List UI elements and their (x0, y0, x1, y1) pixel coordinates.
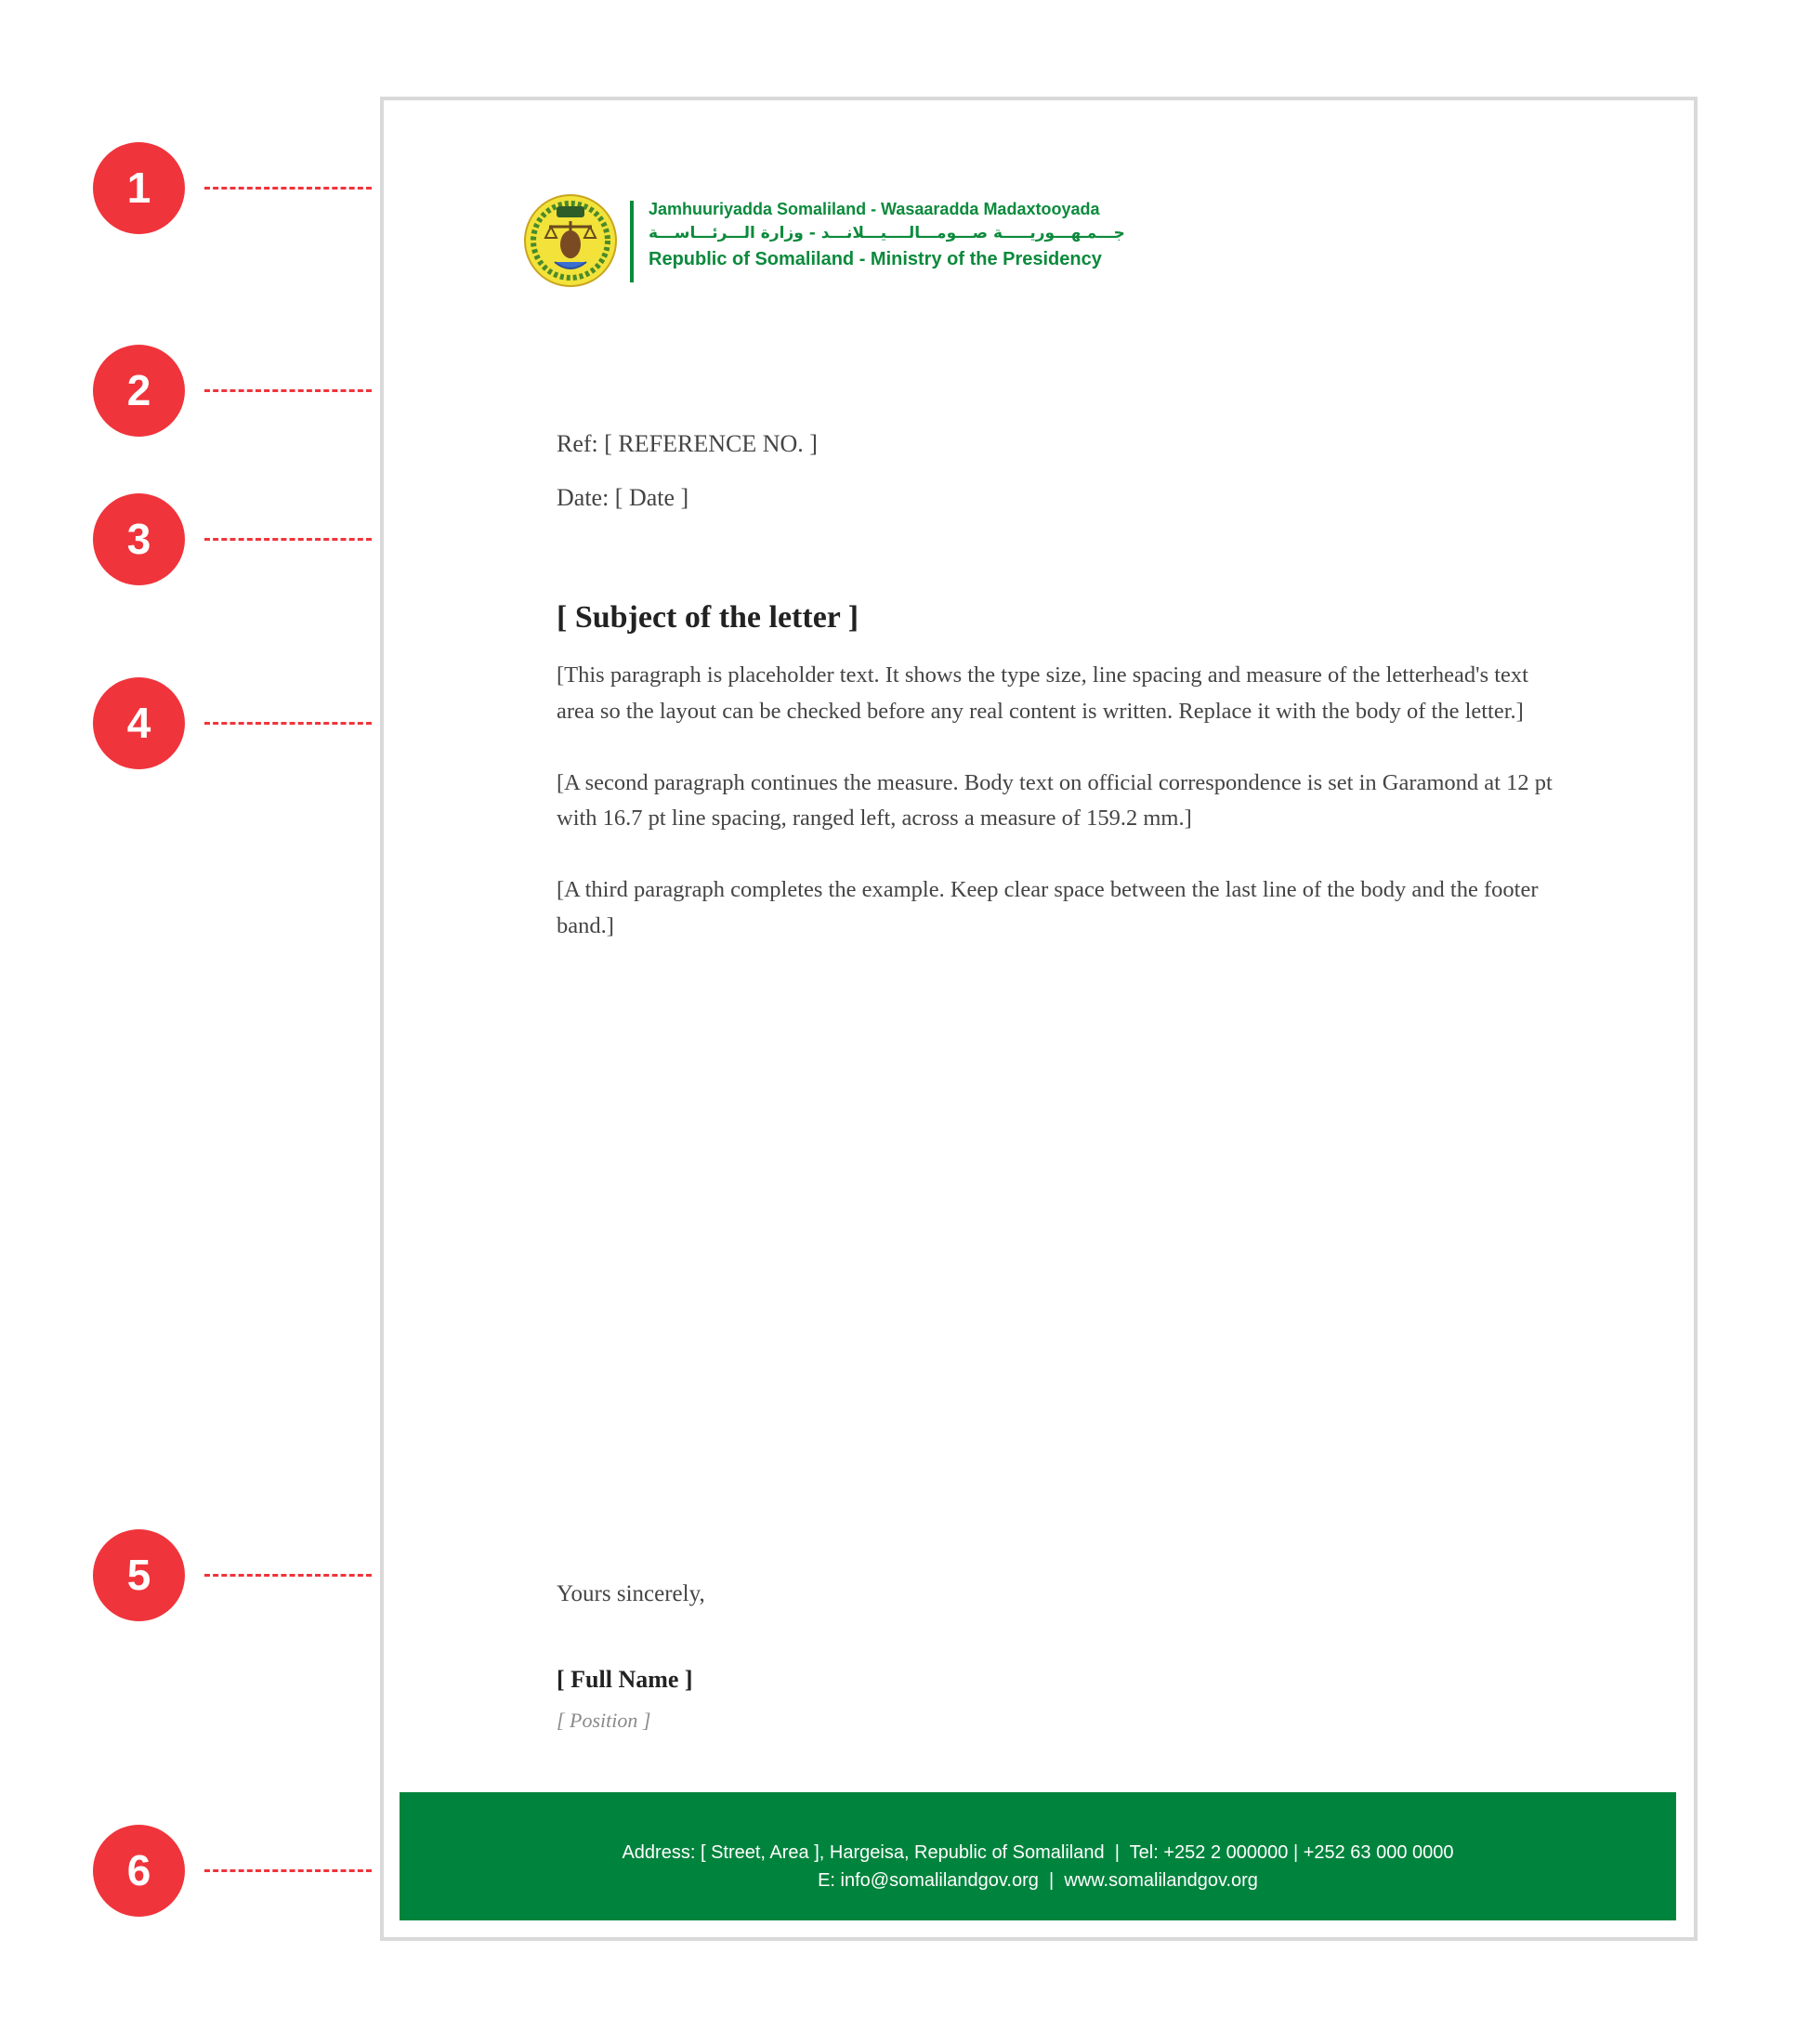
body-paragraph: [A third paragraph completes the example. Keep clear space between the last line of the body and the footer band.] (557, 877, 1539, 938)
marker-4 (93, 677, 185, 769)
marker-leader-line (204, 389, 372, 392)
signatory-name: [ Full Name ] (557, 1666, 693, 1693)
marker-leader-line (204, 1869, 372, 1872)
letterhead-title (649, 199, 1125, 271)
marker-number: 2 (93, 345, 185, 437)
marker-2 (93, 345, 185, 437)
marker-3 (93, 493, 185, 585)
footer-contact-line: Address: [ Street, Area ], Hargeisa, Republic of Somaliland | Tel: +252 2 000000 | +252 63 000 0000 (622, 1842, 1454, 1863)
marker-leader-line (204, 538, 372, 541)
closing-salutation: Yours sincerely, (557, 1581, 705, 1606)
letterhead-somali-title: Jamhuuriyadda Somaliland - Wasaaradda Madaxtooyada (649, 200, 1100, 218)
coat-of-arms-icon (523, 193, 618, 288)
letter-subject: [ Subject of the letter ] (557, 600, 859, 635)
letterhead-arabic-title: جـــمـهـــوريـــــة صـــومـــالــــيـــلانـــد - وزارة الـــرئـــاســـة (649, 224, 1125, 242)
marker-leader-line (204, 187, 372, 190)
marker-1 (93, 142, 185, 234)
body-paragraph: [This paragraph is placeholder text. It shows the type size, line spacing and measure of the letterhead's text area so the layout can be checked before any real content is written. Replace it with the body of the letter.] (557, 662, 1528, 724)
marker-number: 4 (93, 677, 185, 769)
footer-band (400, 1792, 1676, 1920)
letterhead-page (380, 97, 1698, 1941)
body-paragraph: [A second paragraph continues the measure. Body text on official correspondence is set in Garamond at 12 pt with 16.7 pt line spacing, ranged left, across a measure of 159.2 mm.] (557, 769, 1553, 831)
signatory-position: [ Position ] (557, 1709, 651, 1732)
marker-5 (93, 1529, 185, 1621)
letter-body (557, 658, 1560, 980)
marker-number: 3 (93, 493, 185, 585)
marker-leader-line (204, 1574, 372, 1577)
marker-number: 1 (93, 142, 185, 234)
marker-number: 5 (93, 1529, 185, 1621)
letterhead-divider (630, 201, 634, 282)
marker-number: 6 (93, 1825, 185, 1917)
letterhead-english-title: Republic of Somaliland - Ministry of the Presidency (649, 249, 1102, 269)
marker-leader-line (204, 722, 372, 725)
marker-6 (93, 1825, 185, 1917)
letter-date: Date: [ Date ] (557, 484, 689, 511)
footer-web-line: E: info@somalilandgov.org | www.somalilandgov.org (818, 1870, 1258, 1891)
reference-number: Ref: [ REFERENCE NO. ] (557, 430, 818, 457)
